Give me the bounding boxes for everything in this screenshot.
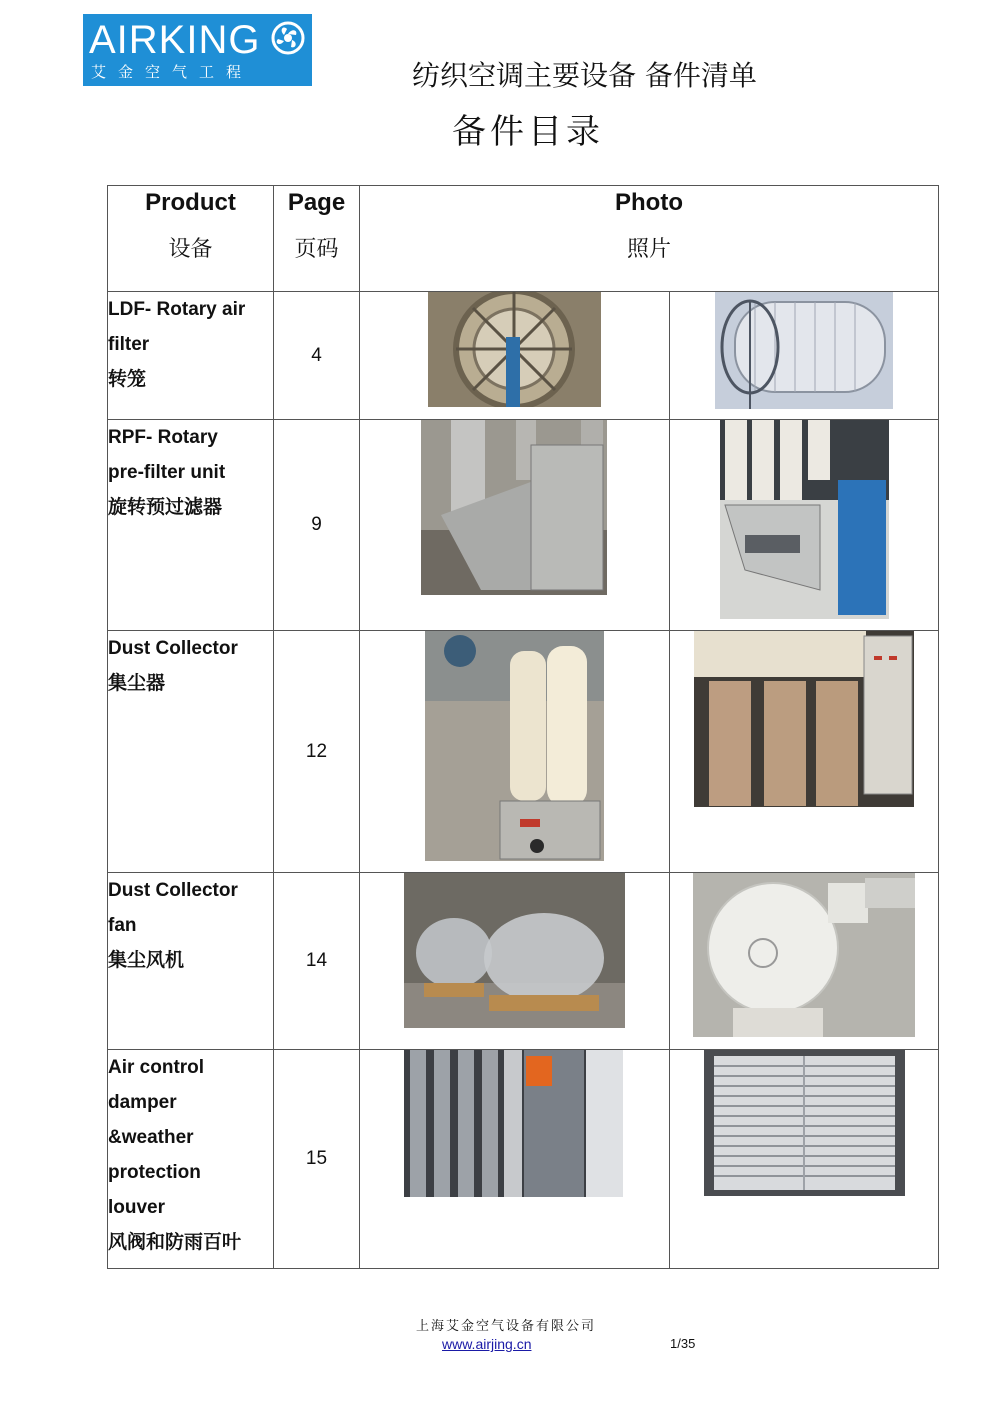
footer-company: 上海艾金空气设备有限公司 [416,1319,597,1334]
photo-cell [360,873,670,1050]
air-damper-photo [404,1050,623,1197]
company-logo [83,14,312,86]
pre-filter-photo-2 [720,420,889,619]
page-number: 15 [274,1050,360,1269]
table-row [108,420,939,631]
pre-filter-photo-1 [421,420,607,595]
logo-wordmark: AIRKING [89,18,261,62]
spare-parts-table [107,185,939,1269]
product-name-cell: Dust Collector fan 集尘风机 [108,873,274,1050]
table-row [108,631,939,873]
dust-collector-photo-2 [694,631,914,807]
photo-cell [360,420,670,631]
photo-cell [670,873,939,1050]
page-number: 14 [274,873,360,1050]
collector-fan-photo-2 [693,873,915,1037]
photo-cell [670,1050,939,1269]
header-page: Page 页码 [274,186,360,292]
logo-subtitle: 艾金空气工程 [91,63,254,81]
photo-cell [670,420,939,631]
table-header-row [108,186,939,292]
photo-cell [670,631,939,873]
footer-website-link[interactable]: www.airjing.cn [442,1336,532,1352]
header-photo: Photo 照片 [360,186,939,292]
page-number: 12 [274,631,360,873]
rotary-filter-photo-1 [428,292,601,407]
footer-page-number: 1/35 [670,1336,696,1351]
dust-collector-photo-1 [425,631,604,861]
product-name-cell: Dust Collector 集尘器 [108,631,274,873]
weather-louver-photo [704,1050,905,1196]
photo-cell [360,1050,670,1269]
document-title: 纺织空调主要设备 备件清单 [412,59,757,92]
photo-cell [360,631,670,873]
photo-cell [360,292,670,420]
product-name-cell: LDF- Rotary air filter 转笼 [108,292,274,420]
collector-fan-photo-1 [404,873,625,1028]
product-name-cell: RPF- Rotary pre-filter unit 旋转预过滤器 [108,420,274,631]
table-row [108,873,939,1050]
product-name-cell: Air control damper &weather protection louver 风阀和防雨百叶 [108,1050,274,1269]
photo-cell [670,292,939,420]
document-subtitle: 备件目录 [452,112,604,152]
table-row [108,1050,939,1269]
rotary-filter-photo-2 [715,292,893,409]
table-row [108,292,939,420]
fan-logo-icon [270,20,306,56]
page-number: 4 [274,292,360,420]
page-number: 9 [274,420,360,631]
header-product: Product 设备 [108,186,274,292]
